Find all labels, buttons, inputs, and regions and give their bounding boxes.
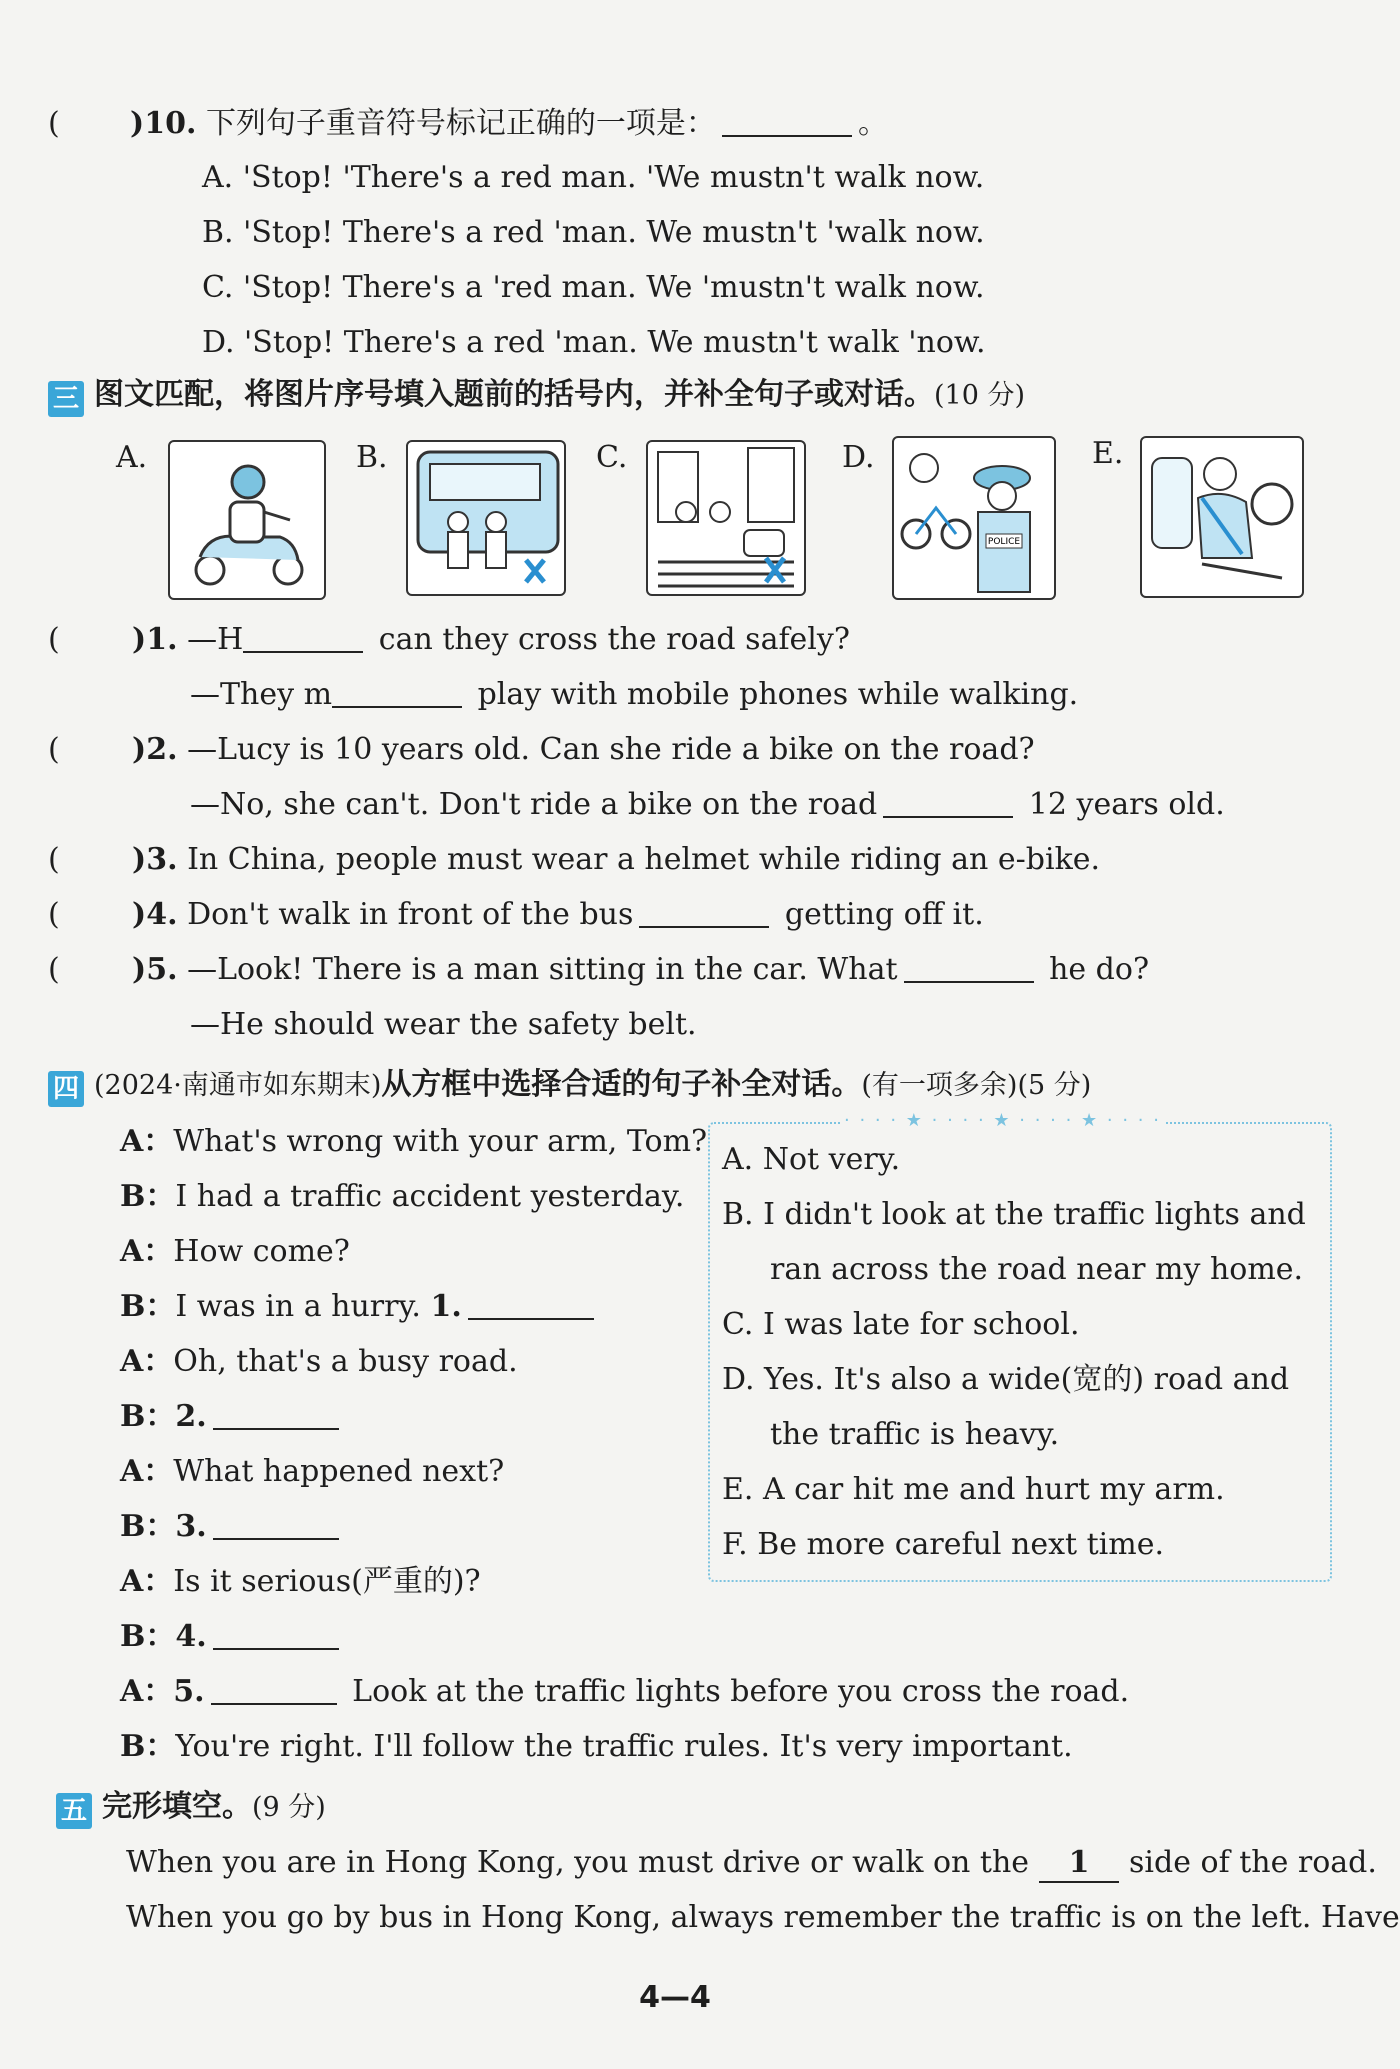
- dialog-speaker: B：: [120, 1509, 176, 1544]
- dialog-speaker: B：: [120, 1399, 176, 1434]
- s3-q2-a-text: —Lucy is 10 years old. Can she ride a bike on the road?: [187, 732, 1035, 767]
- dialog-blank-4[interactable]: [213, 1620, 339, 1650]
- picture-label-d: D.: [842, 440, 875, 475]
- s3-q3-text: In China, people must wear a helmet while riding an e-bike.: [187, 842, 1101, 877]
- section-3-icon: 三: [48, 381, 84, 417]
- dialog-speaker: A：: [120, 1234, 174, 1269]
- dialog-line-4: [120, 1289, 600, 1325]
- s3-q1-blank-1[interactable]: [243, 623, 363, 653]
- section-4-heading: [48, 1066, 1091, 1107]
- section-5-title: 完形填空。: [102, 1789, 252, 1824]
- section-5-score: (9 分): [252, 1792, 326, 1823]
- answer-paren: (: [48, 106, 60, 141]
- cloze-line-2: When you go by bus in Hong Kong, always remember the traffic is on the left. Have: [126, 1900, 1400, 1935]
- dialog-blank-number: 5.: [173, 1674, 205, 1709]
- dialog-speaker: A：: [120, 1674, 174, 1709]
- q10-option-d: D. 'Stop! There's a red 'man. We mustn't walk 'now.: [202, 325, 986, 360]
- dialog-text: I was in a hurry.: [175, 1289, 421, 1324]
- answer-paren: (: [48, 732, 60, 767]
- s3-q1-number: )1.: [132, 622, 178, 657]
- s3-q2-line-a: [132, 732, 1035, 768]
- s3-q1-line-b: [190, 677, 1078, 713]
- s3-q4-rest: getting off it.: [784, 897, 984, 932]
- dialog-text: You're right. I'll follow the traffic rules. It's very important.: [175, 1729, 1073, 1764]
- s3-q5-line-a: [132, 952, 1149, 988]
- dialog-line-11: [120, 1674, 1129, 1710]
- s3-q4-line: [132, 897, 984, 933]
- section-3-heading: [48, 376, 1025, 417]
- s3-q1-a-text: —H: [187, 622, 244, 657]
- s3-q5-number: )5.: [132, 952, 178, 987]
- box-option-c: C. I was late for school.: [722, 1307, 1080, 1342]
- q10-blank[interactable]: [722, 107, 852, 137]
- dialog-line-5: [120, 1344, 518, 1380]
- dialog-blank-number: 2.: [175, 1399, 207, 1434]
- q10-option-a: A. 'Stop! 'There's a red man. 'We mustn't walk now.: [202, 160, 985, 195]
- dialog-blank-3[interactable]: [213, 1510, 339, 1540]
- dialog-line-1: [120, 1124, 707, 1160]
- q10-number: )10.: [130, 106, 197, 141]
- box-option-e: E. A car hit me and hurt my arm.: [722, 1472, 1225, 1507]
- dialog-blank-2[interactable]: [213, 1400, 339, 1430]
- q10-end: 。: [857, 106, 888, 141]
- picture-c-crossing: [646, 440, 806, 596]
- picture-d-police-bike: [892, 436, 1056, 600]
- section-5-heading: [56, 1788, 326, 1829]
- cloze-text: side of the road.: [1129, 1845, 1377, 1880]
- dialog-blank-number: 3.: [175, 1509, 207, 1544]
- options-box: [708, 1122, 1332, 1582]
- s3-q1-b-rest: play with mobile phones while walking.: [477, 677, 1079, 712]
- s3-q5-line-b: —He should wear the safety belt.: [190, 1007, 697, 1042]
- dialog-line-12: [120, 1729, 1073, 1765]
- dialog-text: Look at the traffic lights before you cross the road.: [352, 1674, 1130, 1709]
- section-4-note: (有一项多余)(5 分): [861, 1070, 1092, 1101]
- q10-text: 下列句子重音符号标记正确的一项是：: [205, 106, 716, 141]
- police-label: POLICE: [987, 537, 1021, 547]
- dialog-line-9: [120, 1564, 481, 1600]
- box-option-b: B. I didn't look at the traffic lights and: [722, 1197, 1306, 1232]
- s3-q2-line-b: [190, 787, 1225, 823]
- section-5-icon: 五: [56, 1793, 92, 1829]
- dialog-text: Oh, that's a busy road.: [173, 1344, 518, 1379]
- section-4-icon: 四: [48, 1071, 84, 1107]
- dialog-line-7: [120, 1454, 504, 1490]
- dialog-speaker: A：: [120, 1124, 174, 1159]
- section-4-source: (2024·南通市如东期末): [94, 1070, 382, 1101]
- dialog-blank-5[interactable]: [211, 1675, 337, 1705]
- dialog-line-8: [120, 1509, 345, 1545]
- options-box-stars: · · · · ★ · · · · ★ · · · · ★ · · · ·: [840, 1110, 1165, 1131]
- answer-paren: (: [48, 897, 60, 932]
- box-option-b-cont: ran across the road near my home.: [770, 1252, 1304, 1287]
- dialog-blank-number: 4.: [175, 1619, 207, 1654]
- q10-option-c: C. 'Stop! There's a 'red man. We 'mustn't walk now.: [202, 270, 985, 305]
- dialog-blank-1[interactable]: [468, 1290, 594, 1320]
- section-3-score: (10 分): [934, 380, 1026, 411]
- s3-q1-line-a: [132, 622, 850, 658]
- dialog-line-10: [120, 1619, 345, 1655]
- dialog-text: What's wrong with your arm, Tom?: [173, 1124, 708, 1159]
- dialog-text: What happened next?: [173, 1454, 505, 1489]
- picture-label-b: B.: [356, 440, 388, 475]
- dialog-speaker: B：: [120, 1729, 176, 1764]
- dialog-line-2: [120, 1179, 684, 1215]
- answer-paren: (: [48, 622, 60, 657]
- dialog-speaker: A：: [120, 1344, 174, 1379]
- section-3-title: 图文匹配，将图片序号填入题前的括号内，并补全句子或对话。: [94, 377, 934, 412]
- answer-paren: (: [48, 842, 60, 877]
- s3-q3-line: [132, 842, 1100, 878]
- s3-q1-b-text: —They m: [190, 677, 333, 712]
- dialog-blank-number: 1.: [430, 1289, 462, 1324]
- picture-label-c: C.: [596, 440, 628, 475]
- box-option-d: D. Yes. It's also a wide(宽的) road and: [722, 1362, 1290, 1397]
- s3-q1-blank-2[interactable]: [332, 678, 462, 708]
- s3-q4-blank[interactable]: [639, 898, 769, 928]
- picture-label-e: E.: [1092, 436, 1124, 471]
- dialog-speaker: B：: [120, 1289, 176, 1324]
- dialog-speaker: B：: [120, 1619, 176, 1654]
- page-number: 4—4: [639, 1980, 711, 2015]
- dialog-speaker: B：: [120, 1179, 176, 1214]
- dialog-text: Is it serious(严重的)?: [173, 1564, 481, 1599]
- cloze-text: When you are in Hong Kong, you must drive or walk on the: [126, 1845, 1030, 1880]
- s3-q1-a-rest: can they cross the road safely?: [378, 622, 850, 657]
- box-option-f: F. Be more careful next time.: [722, 1527, 1165, 1562]
- s3-q2-blank[interactable]: [883, 788, 1013, 818]
- cloze-line-1: [126, 1845, 1377, 1883]
- cloze-blank-1[interactable]: 1: [1039, 1845, 1119, 1883]
- s3-q2-number: )2.: [132, 732, 178, 767]
- s3-q4-text: Don't walk in front of the bus: [187, 897, 634, 932]
- s3-q5-a-rest: he do?: [1049, 952, 1150, 987]
- dialog-speaker: A：: [120, 1454, 174, 1489]
- q10-option-b: B. 'Stop! There's a red 'man. We mustn't 'walk now.: [202, 215, 985, 250]
- answer-paren: (: [48, 952, 60, 987]
- dialog-text: I had a traffic accident yesterday.: [175, 1179, 685, 1214]
- dialog-text: How come?: [173, 1234, 350, 1269]
- box-option-d-cont: the traffic is heavy.: [770, 1417, 1060, 1452]
- picture-e-driver-seatbelt: [1140, 436, 1304, 598]
- s3-q3-number: )3.: [132, 842, 178, 877]
- s3-q5-a-text: —Look! There is a man sitting in the car. What: [187, 952, 898, 987]
- section-4-title: 从方框中选择合适的句子补全对话。: [381, 1067, 862, 1102]
- picture-b-bus-children: [406, 440, 566, 596]
- dialog-line-6: [120, 1399, 345, 1435]
- q10-stem: [130, 106, 888, 142]
- s3-q2-b-text: —No, she can't. Don't ride a bike on the road: [190, 787, 878, 822]
- picture-label-a: A.: [116, 440, 148, 475]
- s3-q4-number: )4.: [132, 897, 178, 932]
- box-option-a: A. Not very.: [722, 1142, 901, 1177]
- dialog-line-3: [120, 1234, 350, 1270]
- dialog-speaker: A：: [120, 1564, 174, 1599]
- picture-a-scooter-rider: [168, 440, 326, 600]
- s3-q2-b-rest: 12 years old.: [1028, 787, 1225, 822]
- s3-q5-blank[interactable]: [904, 953, 1034, 983]
